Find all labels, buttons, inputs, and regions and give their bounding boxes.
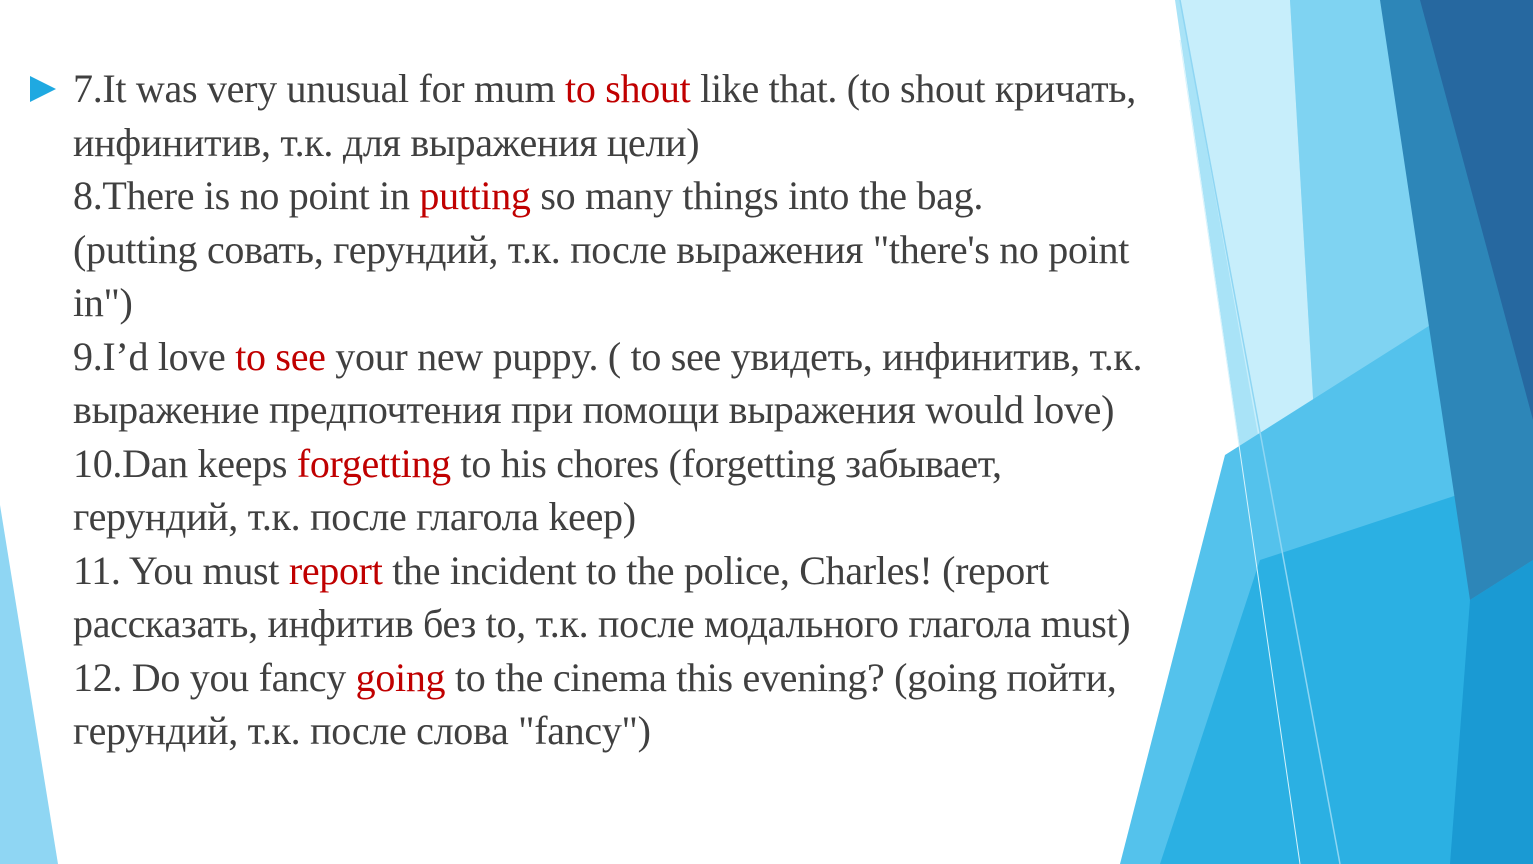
slide-body-text: [73, 62, 1290, 758]
text-line: инфинитив, т.к. для выражения цели): [73, 119, 700, 165]
highlighted-answer: forgetting: [296, 440, 451, 486]
text-line: (putting совать, герундий, т.к. после выражения "there's no point: [73, 226, 1130, 272]
text-line: 11. You must report the incident to the police, Charles! (report: [73, 547, 1049, 593]
text-line: 7.It was very unusual for mum to shout like that. (to shout кричать,: [73, 66, 1136, 111]
text-line: выражение предпочтения при помощи выражения would love): [73, 387, 1115, 432]
slide-content: [30, 62, 1290, 758]
text-line: in"): [73, 280, 133, 325]
highlighted-answer: putting: [419, 173, 531, 218]
highlighted-answer: report: [288, 547, 383, 593]
highlighted-answer: to shout: [565, 66, 691, 111]
text-line: 8.There is no point in putting so many things into the bag.: [73, 173, 984, 218]
text-line: 10.Dan keeps forgetting to his chores (forgetting забывает,: [73, 440, 1002, 486]
bullet-triangle-icon: [30, 76, 56, 102]
text-line: 12. Do you fancy going to the cinema this evening? (going пойти,: [73, 654, 1117, 700]
text-line: герундий, т.к. после глагола keep): [73, 494, 636, 539]
text-line: герундий, т.к. после слова "fancy"): [73, 708, 651, 753]
highlighted-answer: going: [355, 654, 446, 700]
highlighted-answer: to see: [235, 333, 326, 379]
text-line: рассказать, инфитив без to, т.к. после модального глагола must): [73, 601, 1131, 646]
text-line: 9.I’d love to see your new puppy. ( to see увидеть, инфинитив, т.к.: [73, 333, 1143, 379]
